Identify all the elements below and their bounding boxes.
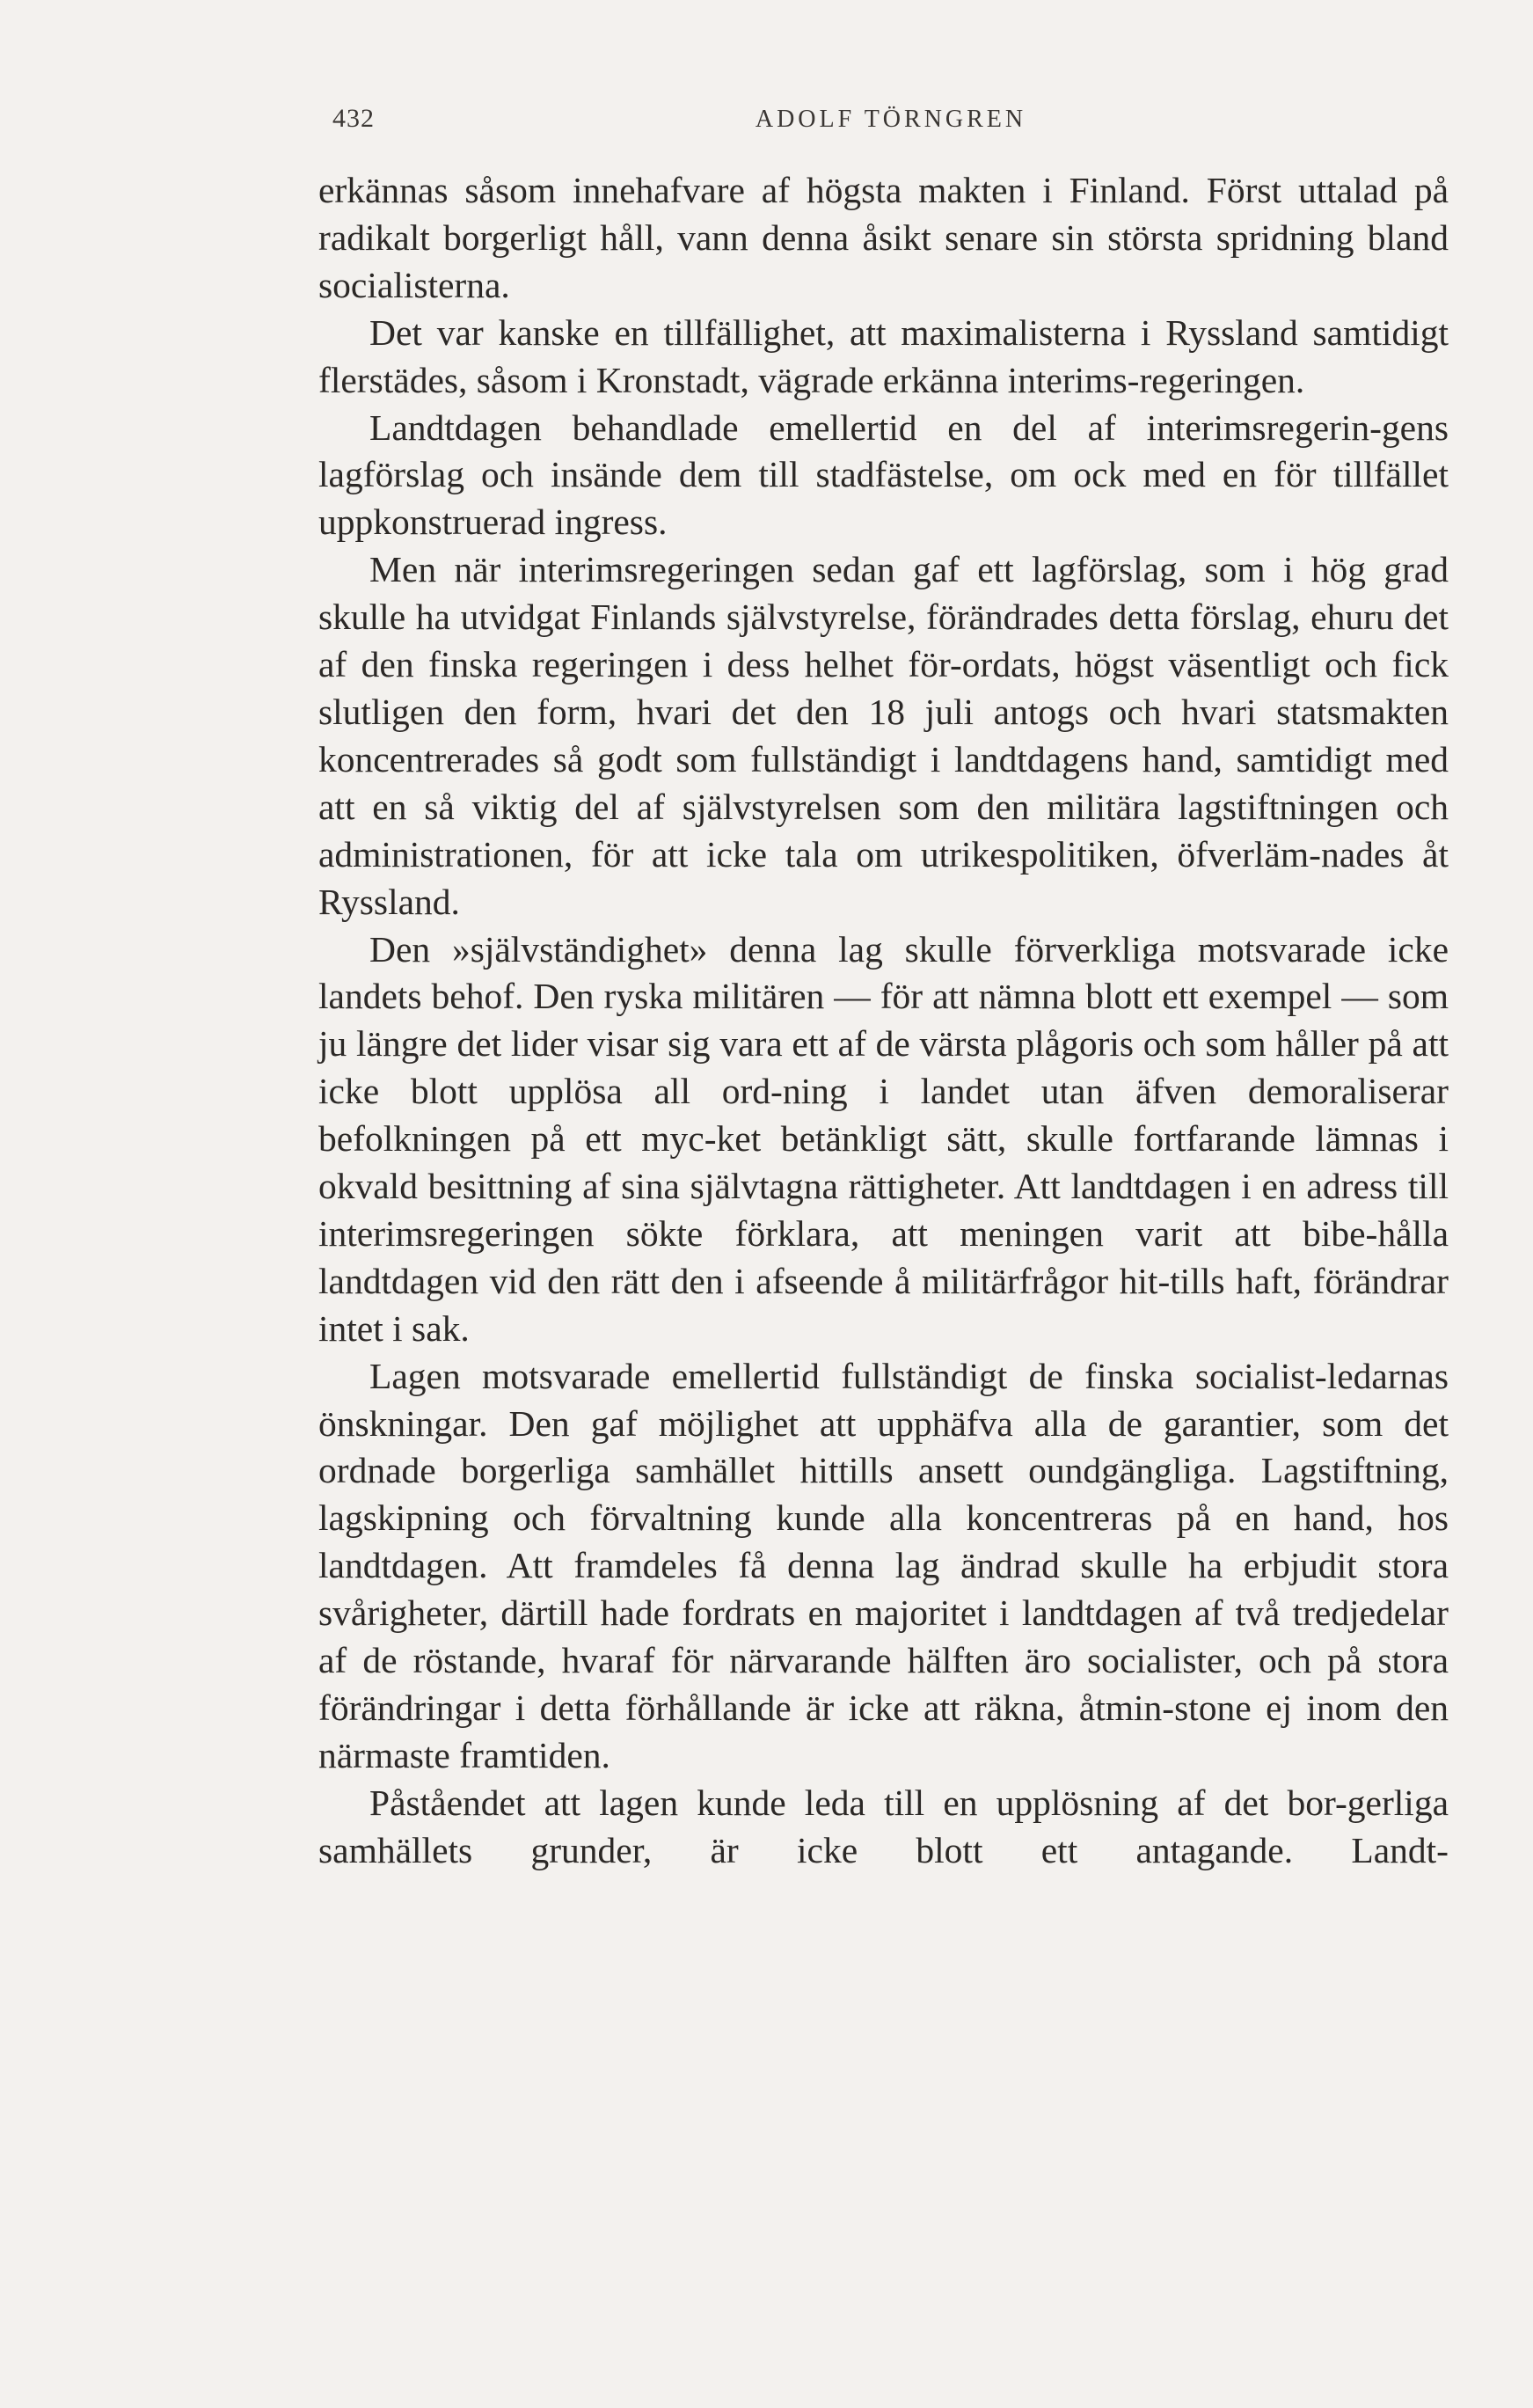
running-head: ADOLF TÖRNGREN bbox=[755, 106, 1027, 133]
body-text bbox=[318, 167, 1449, 1875]
page-header bbox=[332, 104, 1449, 148]
paragraph: Det var kanske en tillfällighet, att maximalisterna i Ryssland samtidigt flerstädes, såsom i Kronstadt, vägrade erkänna interims-regeringen. bbox=[318, 311, 1449, 400]
paragraph: erkännas såsom innehafvare af högsta makten i Finland. Först uttalad på radikalt borgerligt håll, vann denna åsikt senare sin största spridning bland socialisterna. bbox=[318, 170, 1449, 305]
paragraph: Påståendet att lagen kunde leda till en upplösning af det bor-gerliga samhällets grunder, är icke blott ett antagande. Landt- bbox=[318, 1782, 1449, 1870]
page-number: 432 bbox=[332, 104, 375, 133]
paragraph: Men när interimsregeringen sedan gaf ett lagförslag, som i hög grad skulle ha utvidgat Finlands självstyrelse, förändrades detta förslag, ehuru det af den finska regeringen i dess helhet för-ordats, högst väsentligt och fick slutligen den form, hvari det den 18 juli antogs och hvari statsmakten koncentrerades så godt som fullständigt i landtdagens hand, samtidigt med att en så viktig del af självstyrelsen som den militära lagstiftningen och administrationen, för att icke tala om utrikespolitiken, öfverläm-nades åt Ryssland. bbox=[318, 549, 1449, 922]
paragraph: Den »självständighet» denna lag skulle förverkliga motsvarade icke landets behof. Den ryska militären — för att nämna blott ett exempel — som ju längre det lider visar sig vara ett af de värsta plågoris och som håller på att icke blott upplösa all ord-ning i landet utan äfven demoraliserar befolkningen på ett myc-ket betänkligt sätt, skulle fortfarande lämnas i okvald besittning af sina självtagna rättigheter. Att landtdagen i en adress till interimsregeringen sökte förklara, att meningen varit att bibe-hålla landtdagen vid den rätt den i afseende å militärfrågor hit-tills haft, förändrar intet i sak. bbox=[318, 928, 1449, 1349]
paragraph: Landtdagen behandlade emellertid en del af interimsregerin-gens lagförslag och insände dem till stadfästelse, om ock med en för tillfället uppkonstruerad ingress. bbox=[318, 406, 1449, 543]
paragraph: Lagen motsvarade emellertid fullständigt de finska socialist-ledarnas önskningar. Den gaf möjlighet att upphäfva alla de garantier, som det ordnade borgerliga samhället hittills ansett oundgängliga. Lagstiftning, lagskipning och förvaltning kunde alla koncentreras på en hand, hos landtdagen. Att framdeles få denna lag ändrad skulle ha erbjudit stora svårigheter, därtill hade fordrats en majoritet i landtdagen af två tredjedelar af de röstande, hvaraf för närvarande hälften äro socialister, och på stora förändringar i detta förhållande är icke att räkna, åtmin-stone ej inom den närmaste framtiden. bbox=[318, 1355, 1449, 1775]
